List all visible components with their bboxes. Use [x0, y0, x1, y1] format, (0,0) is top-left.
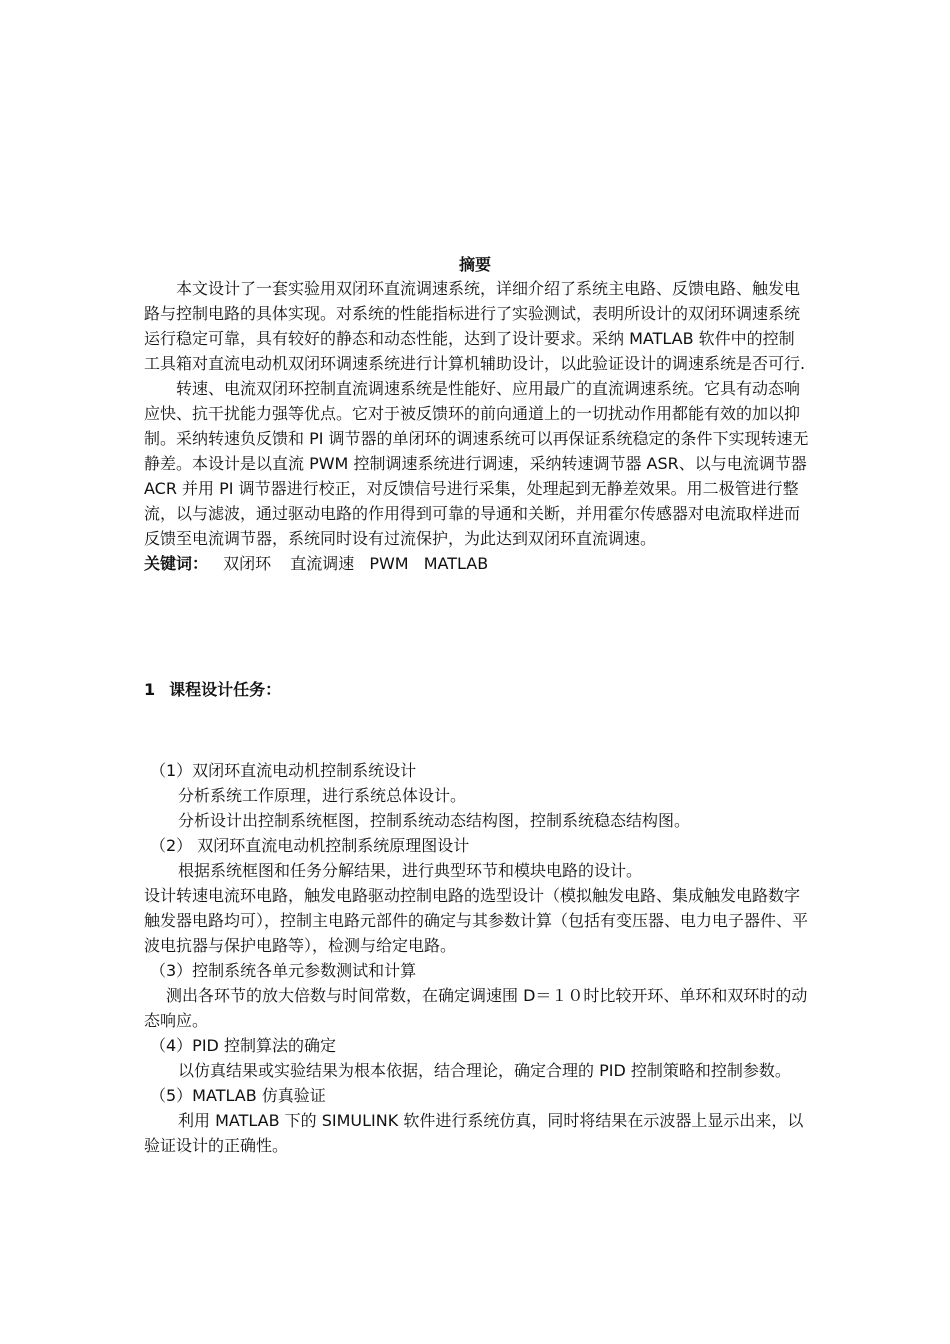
task-item-text: 分析设计出控制系统框图，控制系统动态结构图，控制系统稳态结构图。: [178, 811, 691, 830]
task-item-title: （2） 双闭环直流电动机控制系统原理图设计: [150, 836, 470, 855]
keywords-line: [144, 551, 810, 576]
keyword: 直流调速: [290, 554, 355, 573]
task-item-text: 利用 MATLAB 下的 SIMULINK 软件进行系统仿真，同时将结果在示波器上显示出来，以验证设计的正确性。: [144, 1111, 804, 1155]
task-item-title: （5）MATLAB 仿真验证: [150, 1086, 326, 1105]
task-item-title: （3）控制系统各单元参数测试和计算: [150, 961, 417, 980]
keywords-label: 关键词：: [144, 554, 209, 573]
abstract-paragraph-1: 本文设计了一套实验用双闭环直流调速系统，详细介绍了系统主电路、反馈电路、触发电路与控制电路的具体实现。对系统的性能指标进行了实验测试，表明所设计的双闭环调速系统运行稳定可靠，具有较好的静态和动态性能，达到了设计要求。采纳 MATLAB 软件中的控制工具箱对直流电动机双闭环调速系统进行计算机辅助设计，以此验证设计的调速系统是否可行.: [144, 279, 806, 373]
task-item-text: 以仿真结果或实验结果为根本依据，结合理论，确定合理的 PID 控制策略和控制参数。: [178, 1061, 791, 1080]
keyword: MATLAB: [423, 554, 489, 573]
section-number: 1: [144, 680, 156, 699]
task-list: [144, 758, 824, 1158]
section-heading: [144, 677, 281, 700]
keyword: PWM: [369, 554, 409, 573]
abstract-paragraph-2: 转速、电流双闭环控制直流调速系统是性能好、应用最广的直流调速系统。它具有动态响应快、抗干扰能力强等优点。它对于被反馈环的前向通道上的一切扰动作用都能有效的加以抑制。采纳转速负反馈和 PI 调节器的单闭环的调速系统可以再保证系统稳定的条件下实现转速无静差。本设计是以直流 PWM 控制调速系统进行调速，采纳转速调节器 ASR、以与电流调节器 ACR 并用 PI 调节器进行校正，对反馈信号进行采集，处理起到无静差效果。用二极管进行整流，以与滤波，通过驱动电路的作用得到可靠的导通和关断，并用霍尔传感器对电流取样进而反馈至电流调节器，系统同时设有过流保护，为此达到双闭环直流调速。: [144, 379, 809, 548]
section-title: 课程设计任务：: [169, 680, 282, 699]
abstract-body: [144, 276, 810, 576]
task-item-title: （4）PID 控制算法的确定: [150, 1036, 336, 1055]
keyword: 双闭环: [223, 554, 272, 573]
task-item-text: 分析系统工作原理，进行系统总体设计。: [178, 786, 467, 805]
task-item-text: 根据系统框图和任务分解结果，进行典型环节和模块电路的设计。: [178, 861, 643, 880]
abstract-title: 摘要: [458, 255, 491, 274]
task-item-title: （1）双闭环直流电动机控制系统设计: [150, 761, 417, 780]
task-item-text: 测出各环节的放大倍数与时间常数，在确定调速围 D＝１０时比较开环、单环和双环时的动态响应。: [144, 986, 808, 1030]
task-item-text: 设计转速电流环电路，触发电路驱动控制电路的选型设计（模拟触发电路、集成触发电路数字触发器电路均可），控制主电路元部件的确定与其参数计算（包括有变压器、电力电子器件、平波电抗器与保护电路等），检测与给定电路。: [144, 886, 809, 955]
